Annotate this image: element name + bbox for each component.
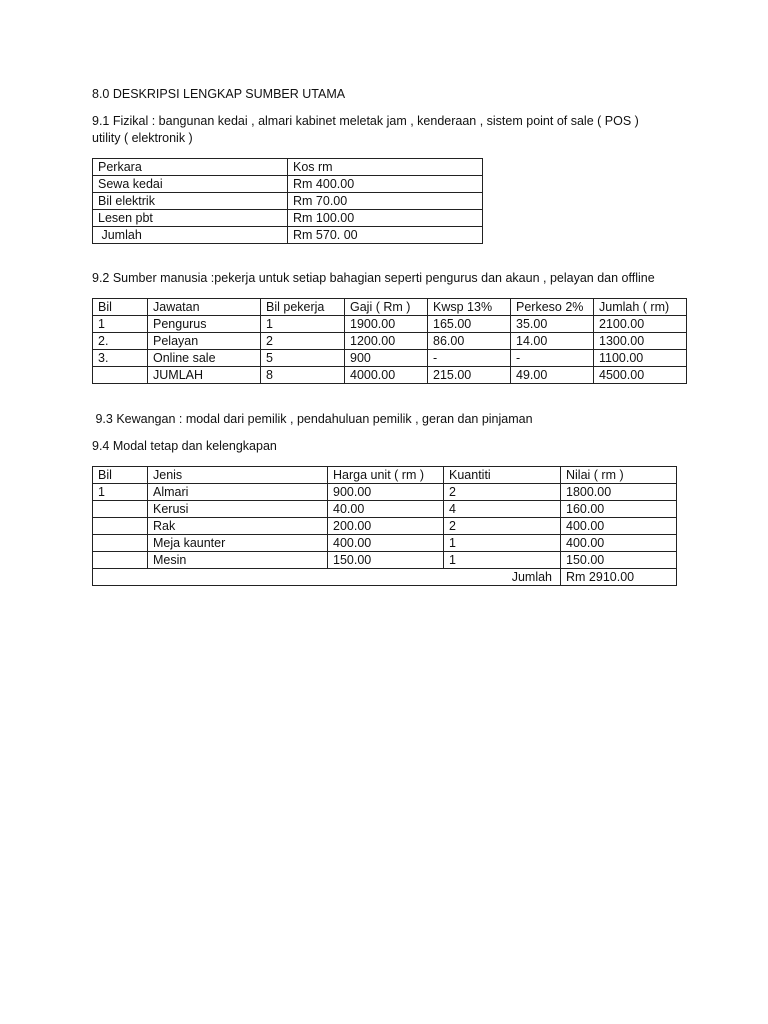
total-value-cell: Rm 2910.00	[561, 569, 677, 586]
table-row	[93, 552, 677, 569]
header-cell: Gaji ( Rm )	[345, 299, 428, 316]
section-9-1-line-2: utility ( elektronik )	[92, 131, 193, 145]
table-cell: 2	[444, 518, 561, 535]
table-cell	[93, 518, 148, 535]
header-cell: Perkara	[93, 159, 288, 176]
table-cell: 400.00	[561, 518, 677, 535]
table-row	[93, 518, 677, 535]
table-cell: 215.00	[428, 367, 511, 384]
staff-table	[92, 298, 687, 384]
table-row	[93, 193, 483, 210]
table-cell: -	[428, 350, 511, 367]
header-cell: Nilai ( rm )	[561, 467, 677, 484]
header-cell: Jawatan	[148, 299, 261, 316]
header-cell: Bil	[93, 467, 148, 484]
header-cell: Perkeso 2%	[511, 299, 594, 316]
table-cell: Mesin	[148, 552, 328, 569]
table-cell: 14.00	[511, 333, 594, 350]
table-cell: 200.00	[328, 518, 444, 535]
table-cell: 3.	[93, 350, 148, 367]
table-cell: Rm 70.00	[288, 193, 483, 210]
table-cell: Meja kaunter	[148, 535, 328, 552]
header-cell: Kuantiti	[444, 467, 561, 484]
total-label-cell: Jumlah	[93, 569, 561, 586]
table-cell: 1	[93, 484, 148, 501]
table-row	[93, 210, 483, 227]
table-cell: 1	[444, 535, 561, 552]
table-cell: 40.00	[328, 501, 444, 518]
table-cell: 1200.00	[345, 333, 428, 350]
section-9-1-text	[92, 113, 639, 147]
table-row	[93, 367, 687, 384]
table-cell: Pelayan	[148, 333, 261, 350]
table-cell: 160.00	[561, 501, 677, 518]
table-cell: Pengurus	[148, 316, 261, 333]
header-cell: Bil pekerja	[261, 299, 345, 316]
table-cell: 1900.00	[345, 316, 428, 333]
table-cell: 1300.00	[594, 333, 687, 350]
table-cell: 1	[93, 316, 148, 333]
header-cell: Kwsp 13%	[428, 299, 511, 316]
table-cell: 4000.00	[345, 367, 428, 384]
equipment-table	[92, 466, 677, 586]
table-cell: 2.	[93, 333, 148, 350]
table-cell: JUMLAH	[148, 367, 261, 384]
table-cell: 2	[261, 333, 345, 350]
table-cell: 150.00	[328, 552, 444, 569]
table-cell: 5	[261, 350, 345, 367]
table-row	[93, 227, 483, 244]
table-cell: 2100.00	[594, 316, 687, 333]
table-row	[93, 176, 483, 193]
table-cell: 86.00	[428, 333, 511, 350]
table-header-row	[93, 467, 677, 484]
table-cell: 400.00	[561, 535, 677, 552]
table-cell: Rm 100.00	[288, 210, 483, 227]
table-row	[93, 333, 687, 350]
table-cell: 4500.00	[594, 367, 687, 384]
table-cell: 1800.00	[561, 484, 677, 501]
table-header-row	[93, 159, 483, 176]
cost-table	[92, 158, 483, 244]
table-cell: Kerusi	[148, 501, 328, 518]
header-cell: Harga unit ( rm )	[328, 467, 444, 484]
table-cell: 165.00	[428, 316, 511, 333]
table-cell: 1	[261, 316, 345, 333]
header-cell: Bil	[93, 299, 148, 316]
table-header-row	[93, 299, 687, 316]
table-row	[93, 316, 687, 333]
table-cell	[93, 535, 148, 552]
table-cell: -	[511, 350, 594, 367]
table-cell: 900	[345, 350, 428, 367]
table-row	[93, 501, 677, 518]
table-cell: Rak	[148, 518, 328, 535]
table-cell: Online sale	[148, 350, 261, 367]
section-9-3-text: 9.3 Kewangan : modal dari pemilik , pendahuluan pemilik , geran dan pinjaman	[92, 412, 533, 426]
table-cell	[93, 552, 148, 569]
table-cell: 8	[261, 367, 345, 384]
table-row	[93, 484, 677, 501]
table-row	[93, 535, 677, 552]
table-cell: Lesen pbt	[93, 210, 288, 227]
header-cell: Jumlah ( rm)	[594, 299, 687, 316]
table-cell: Jumlah	[93, 227, 288, 244]
section-9-2-text: 9.2 Sumber manusia :pekerja untuk setiap bahagian seperti pengurus dan akaun , pelayan dan offline	[92, 271, 655, 285]
table-cell: 400.00	[328, 535, 444, 552]
table-cell: 35.00	[511, 316, 594, 333]
table-cell: 2	[444, 484, 561, 501]
table-cell: 49.00	[511, 367, 594, 384]
section-9-4-text: 9.4 Modal tetap dan kelengkapan	[92, 439, 277, 453]
table-cell: 900.00	[328, 484, 444, 501]
table-cell: Rm 570. 00	[288, 227, 483, 244]
table-cell	[93, 367, 148, 384]
table-cell: Rm 400.00	[288, 176, 483, 193]
table-cell: Bil elektrik	[93, 193, 288, 210]
table-cell: Sewa kedai	[93, 176, 288, 193]
table-cell: 1100.00	[594, 350, 687, 367]
table-cell: 150.00	[561, 552, 677, 569]
table-cell	[93, 501, 148, 518]
table-cell: Almari	[148, 484, 328, 501]
table-cell: 4	[444, 501, 561, 518]
header-cell: Jenis	[148, 467, 328, 484]
table-cell: 1	[444, 552, 561, 569]
section-heading: 8.0 DESKRIPSI LENGKAP SUMBER UTAMA	[92, 87, 346, 101]
table-row	[93, 350, 687, 367]
header-cell: Kos rm	[288, 159, 483, 176]
table-total-row	[93, 569, 677, 586]
section-9-1-line-1: 9.1 Fizikal : bangunan kedai , almari kabinet meletak jam , kenderaan , sistem point of sale ( POS )	[92, 114, 639, 128]
